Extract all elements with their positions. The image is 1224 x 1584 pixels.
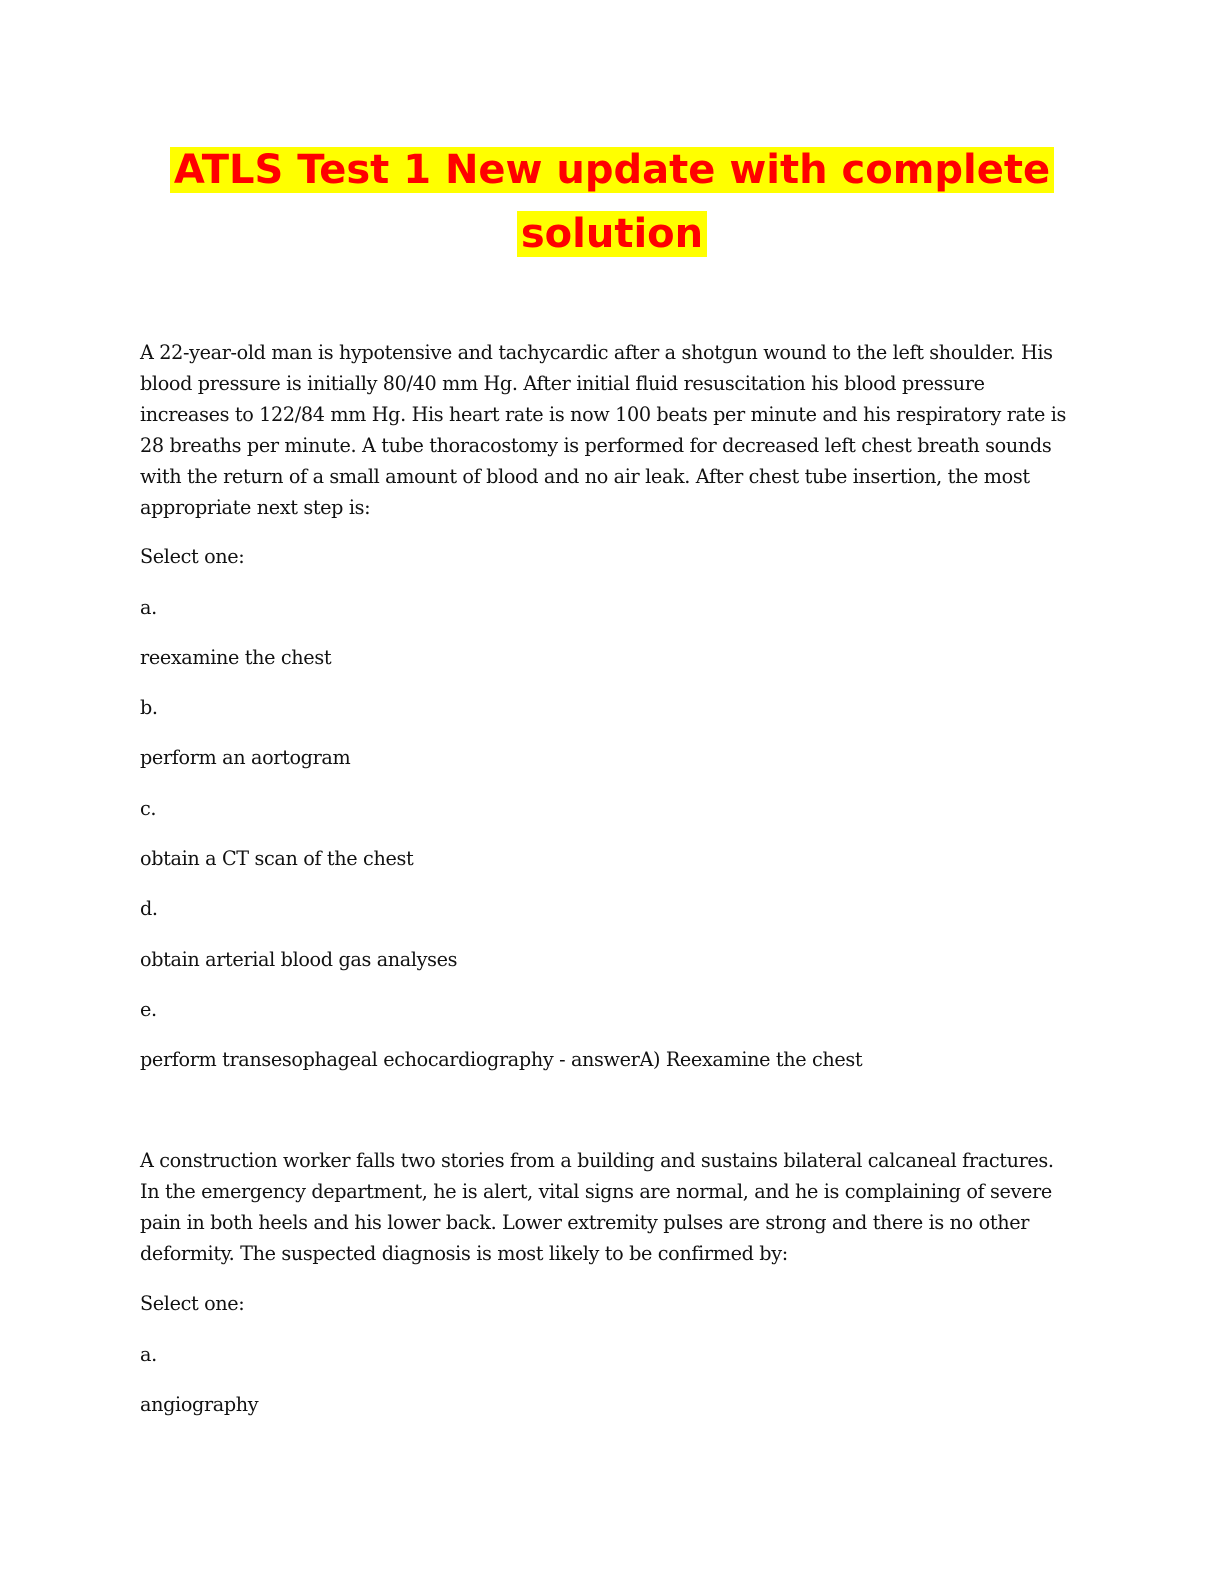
question-text: A 22-year-old man is hypotensive and tachycardic after a shotgun wound to the left shoulder. His blood pressure is initially 80/40 mm Hg. After initial fluid resuscitation his blood pressure increases to 122/84 mm Hg. His heart rate is now 100 beats per minute and his respiratory rate is 28 breaths per minute. A tube thoracostomy is performed for decreased left chest breath sounds with the return of a small amount of blood and no air leak. After chest tube insertion, the most appropriate next step is:	[140, 341, 1067, 519]
option-text: reexamine the chest	[140, 646, 332, 669]
option-letter: a.	[140, 1343, 157, 1366]
option-letter: b.	[140, 696, 158, 719]
option-text-with-answer: perform transesophageal echocardiography - answerA) Reexamine the chest	[140, 1048, 863, 1071]
document-title	[0, 138, 1224, 266]
question-2-text	[140, 1145, 1070, 1269]
select-one-prompt: Select one:	[140, 545, 245, 568]
option-text: obtain a CT scan of the chest	[140, 847, 414, 870]
option-text: angiography	[140, 1393, 259, 1416]
option-letter: d.	[140, 897, 158, 920]
option-text: obtain arterial blood gas analyses	[140, 948, 458, 971]
option-letter: e.	[140, 998, 157, 1021]
option-text: perform an aortogram	[140, 746, 351, 769]
question-1-text	[140, 337, 1070, 523]
option-letter: a.	[140, 596, 157, 619]
title-line-2: solution	[517, 211, 707, 257]
question-text: A construction worker falls two stories from a building and sustains bilateral calcaneal fractures. In the emergency department, he is alert, vital signs are normal, and he is complaining of severe pain in both heels and his lower back. Lower extremity pulses are strong and there is no other deformity. The suspected diagnosis is most likely to be confirmed by:	[140, 1149, 1054, 1265]
title-line-1: ATLS Test 1 New update with complete	[170, 147, 1054, 193]
option-letter: c.	[140, 797, 157, 820]
select-one-prompt: Select one:	[140, 1292, 245, 1315]
